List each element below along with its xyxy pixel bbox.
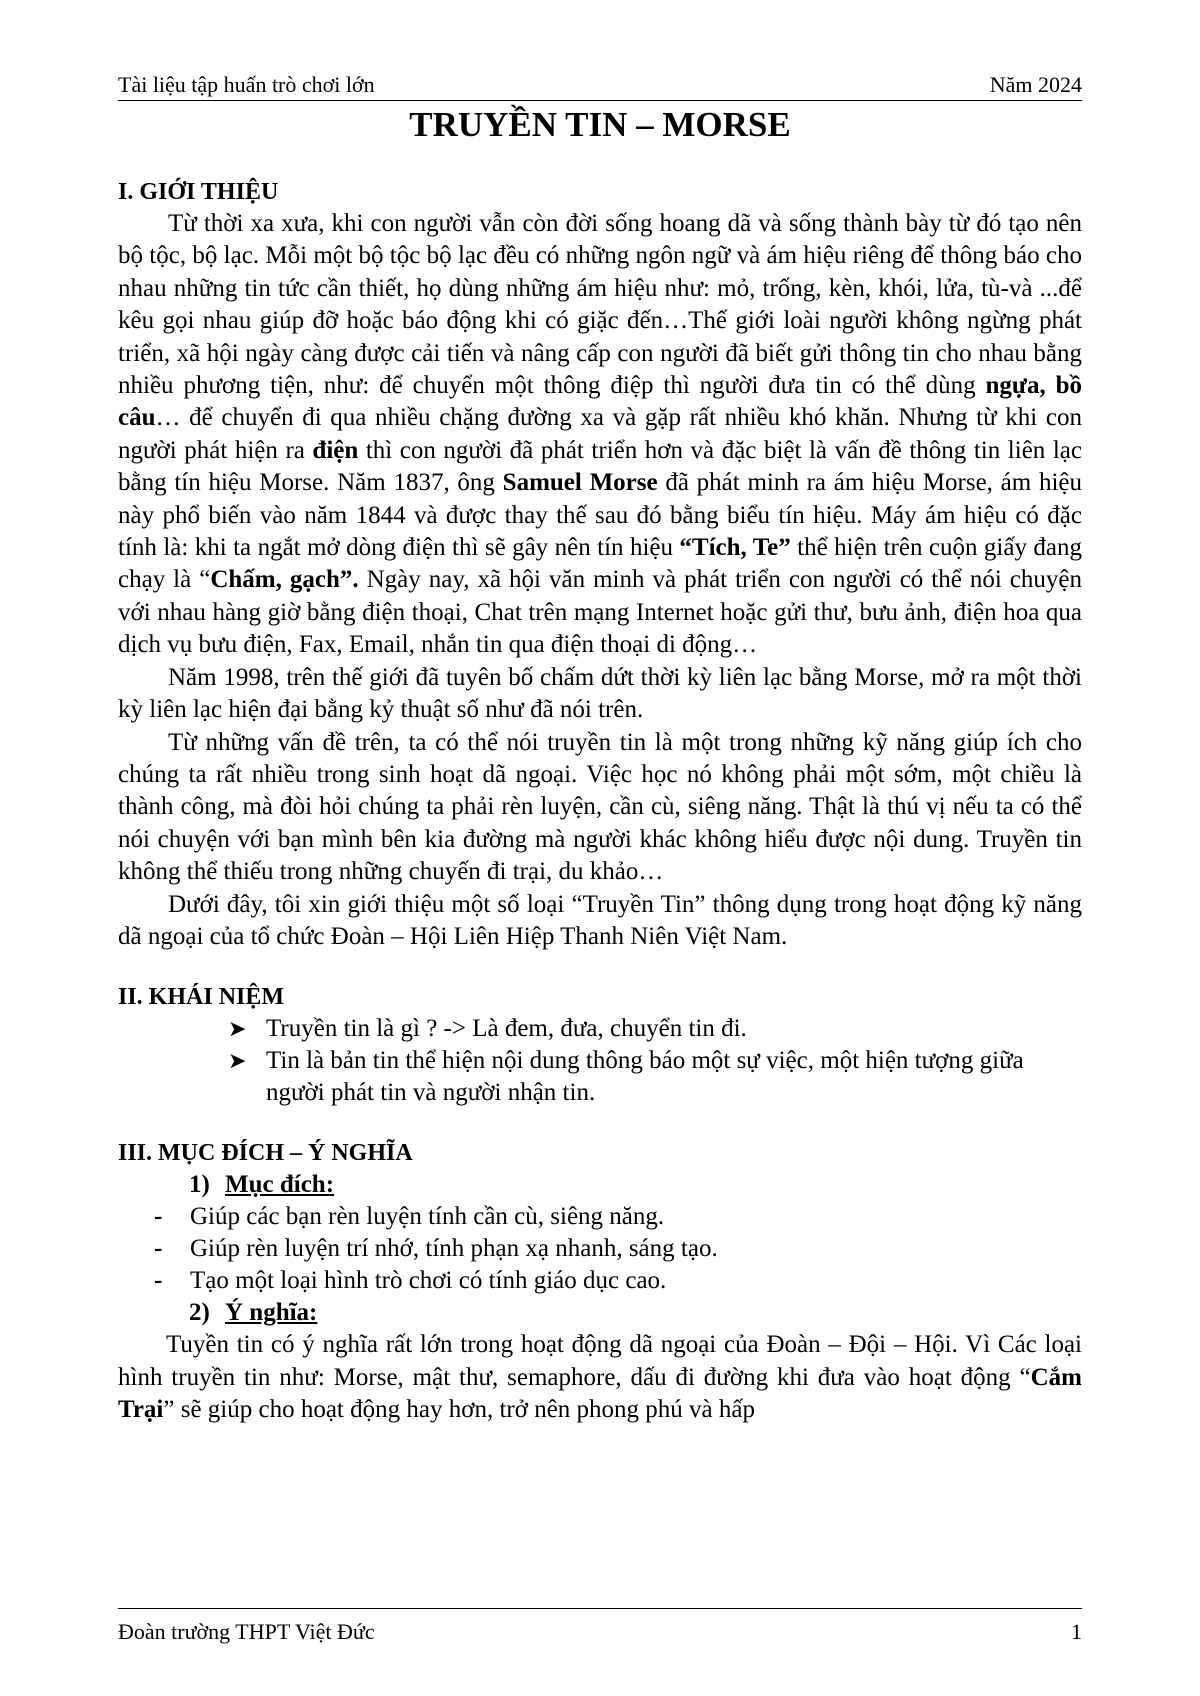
section-2-heading: II. KHÁI NIỆM [118, 984, 285, 1011]
text-run: ” sẽ giúp cho hoạt động hay hơn, trở nên phong phú và hấp [163, 1396, 755, 1424]
header-year: Năm 2024 [989, 72, 1082, 97]
list-item [118, 1045, 1082, 1109]
bold-run: Chấm, gạch”. [210, 566, 359, 594]
text-run: Ngày nay, xã hội văn minh và phát triển con người có thể nói chuyện với nhau hàng giờ bằng điện thoại, Chat trên mạng Internet hoặc gửi thư, bưu ảnh, điện hoa qua dịch vụ bưu điện, Fax, Email, nhắn tin qua điện thoại di động… [118, 566, 1082, 659]
page-header [118, 72, 1082, 101]
list-item-text: Truyền tin là gì ? -> Là đem, đưa, chuyển tin đi. [266, 1015, 747, 1043]
list-item [118, 1233, 1082, 1265]
dash-bullet-icon: - [154, 1267, 163, 1295]
section-3-heading: III. MỤC ĐÍCH – Ý NGHĨA [118, 1140, 413, 1167]
subsection-meaning [118, 1297, 1082, 1329]
section-1-paragraph-4: Dưới đây, tôi xin giới thiệu một số loại “Truyền Tin” thông dụng trong hoạt động kỹ năng dã ngoại của tổ chức Đoàn – Hội Liên Hiệp Thanh Niên Việt Nam. [118, 890, 1082, 950]
subsection-number: 2) [189, 1299, 210, 1327]
bold-run: điện [312, 436, 359, 464]
section-1-heading: I. GIỚI THIỆU [118, 179, 279, 205]
subsection-label: Mục đích: [225, 1171, 335, 1199]
subsection-number: 1) [189, 1171, 210, 1199]
concept-list [118, 1013, 1082, 1109]
text-run: Từ thời xa xưa, khi con người vẫn còn đời sống hoang dã và sống thành bày từ đó tạo nên bộ tộc, bộ lạc. Mỗi một bộ tộc bộ lạc đều có những ngôn ngữ và ám hiệu riêng để thông báo cho nhau những tin tức cần thiết, họ dùng những ám hiệu như: mỏ, trống, kèn, khói, lửa, tù-và ...để kêu gọi nhau giúp đỡ hoặc báo động khi có giặc đến…Thế giới loài người không ngừng phát triển, xã hội ngày càng được cải tiến và nâng cấp con người đã biết gửi thông tin cho nhau bằng nhiều phương tiện, như: để chuyển một thông điệp thì người đưa tin có thể dùng [118, 210, 1082, 400]
subsection-purpose [118, 1169, 1082, 1201]
footer-organization: Đoàn trường THPT Việt Đức [118, 1619, 375, 1644]
bold-run: Cắm Trại [118, 1363, 1082, 1424]
bold-run: Samuel Morse [502, 469, 658, 497]
arrow-bullet-icon: ➤ [228, 1048, 247, 1074]
header-doc-title: Tài liệu tập huấn trò chơi lớn [118, 72, 375, 97]
section-1-paragraph-1 [118, 208, 1082, 662]
list-item-text: Giúp các bạn rèn luyện tính cần cù, siêng năng. [190, 1203, 665, 1231]
bold-run: “Tích, Te” [679, 534, 791, 562]
page-number: 1 [1071, 1619, 1082, 1644]
list-item-text: Tin là bản tin thể hiện nội dung thông báo một sự việc, một hiện tượng giữa người phát tin và người nhận tin. [266, 1047, 1024, 1107]
text-run: thể hiện trên cuộn giấy đang chạy là “ [118, 534, 1082, 594]
subsection-label: Ý nghĩa: [225, 1299, 318, 1327]
purpose-list [118, 1201, 1082, 1297]
page-footer [118, 1608, 1082, 1645]
list-item-text: Tạo một loại hình trò chơi có tính giáo dục cao. [190, 1267, 667, 1295]
text-run: … để chuyển đi qua nhiều chặng đường xa và gặp rất nhiều khó khăn. Nhưng từ khi con người phát hiện ra [118, 404, 1082, 464]
section-1-paragraph-2: Năm 1998, trên thế giới đã tuyên bố chấm dứt thời kỳ liên lạc bằng Morse, mở ra một thời kỳ liên lạc hiện đại bằng kỷ thuật số như đã nói trên. [118, 663, 1082, 724]
arrow-bullet-icon: ➤ [228, 1016, 247, 1042]
text-run: thì con người đã phát triển hơn và đặc biệt là vấn đề thông tin liên lạc bằng tín hiệu Morse. Năm 1837, ông [118, 436, 1082, 497]
dash-bullet-icon: - [154, 1203, 163, 1231]
section-3-paragraph [118, 1329, 1082, 1426]
page-content [118, 102, 1082, 1427]
list-item [118, 1013, 1082, 1045]
bold-run: ngựa, bồ câu [118, 372, 1082, 432]
list-item [118, 1265, 1082, 1297]
page-title: TRUYỀN TIN – MORSE [409, 105, 791, 144]
dash-bullet-icon: - [154, 1235, 163, 1263]
list-item [118, 1201, 1082, 1233]
list-item-text: Giúp rèn luyện trí nhớ, tính phạn xạ nhanh, sáng tạo. [190, 1235, 718, 1263]
text-run: đã phát minh ra ám hiệu Morse, ám hiệu này phổ biến vào năm 1844 và được thay thế sau đó bằng biểu tín hiệu. Máy ám hiệu có đặc tính là: khi ta ngắt mở dòng điện thì sẽ gây nên tín hiệu [118, 469, 1082, 562]
text-run: Tuyền tin có ý nghĩa rất lớn trong hoạt động dã ngoại của Đoàn – Đội – Hội. Vì Các loại hình truyền tin như: Morse, mật thư, semaphore, dấu đi đường khi đưa vào hoạt động “ [118, 1331, 1082, 1391]
section-1-paragraph-3: Từ những vấn đề trên, ta có thể nói truyền tin là một trong những kỹ năng giúp ích cho chúng ta rất nhiều trong sinh hoạt dã ngoại. Việc học nó không phải một sớm, một chiều là thành công, mà đòi hỏi chúng ta phải rèn luyện, cần cù, siêng năng. Thật là thú vị nếu ta có thể nói chuyện với bạn mình bên kia đường mà người khác không hiểu được nội dung. Truyền tin không thể thiếu trong những chuyến đi trại, du khảo… [118, 728, 1082, 886]
